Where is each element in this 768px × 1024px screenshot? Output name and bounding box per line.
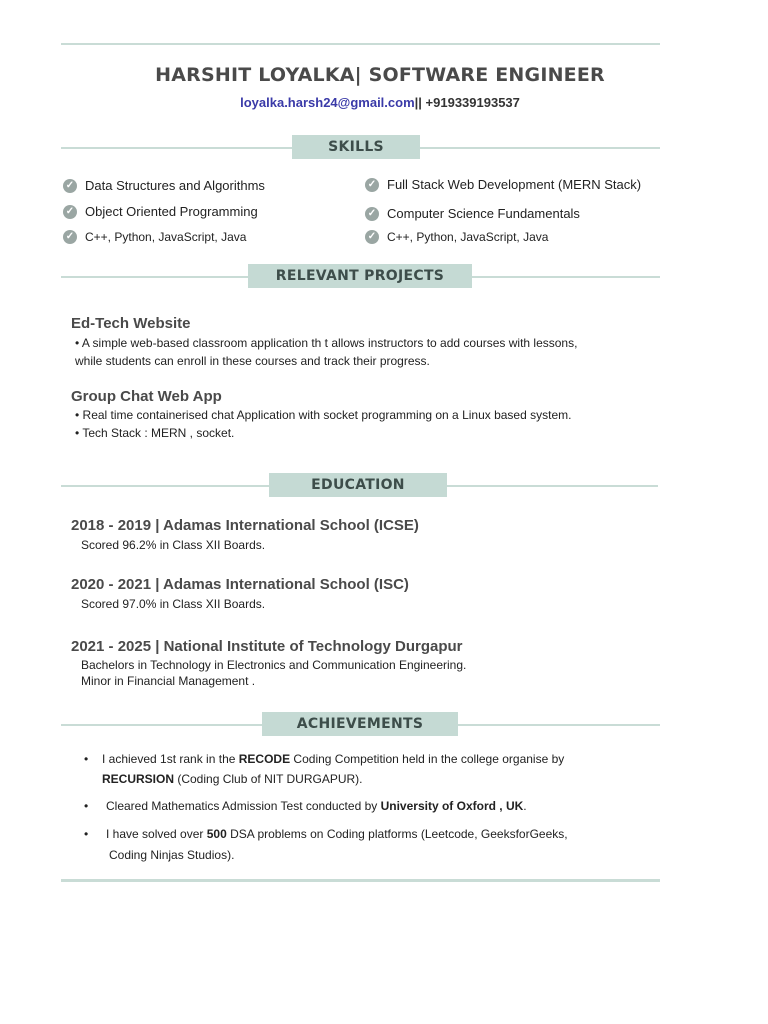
achievement-line: RECURSION (Coding Club of NIT DURGAPUR). — [102, 772, 363, 786]
check-icon: ✓ — [365, 178, 379, 192]
achievement-line: Cleared Mathematics Admission Test conducted by University of Oxford , UK. — [106, 799, 527, 813]
phone-number: +919339193537 — [425, 95, 520, 110]
bullet-icon: • — [84, 827, 89, 841]
education-title: 2021 - 2025 | National Institute of Technology Durgapur — [71, 638, 463, 655]
project-title: Group Chat Web App — [71, 388, 222, 405]
education-title: 2020 - 2021 | Adamas International School (ISC) — [71, 576, 409, 593]
skill-item: ✓ Full Stack Web Development (MERN Stack) — [365, 177, 641, 192]
skill-item: ✓ Computer Science Fundamentals — [365, 206, 580, 221]
project-line: • A simple web-based classroom application th t allows instructors to add courses with lessons, — [75, 336, 578, 350]
project-title: Ed-Tech Website — [71, 315, 191, 332]
skill-item: ✓ Data Structures and Algorithms — [63, 178, 265, 193]
section-education: EDUCATION — [269, 473, 447, 497]
check-icon: ✓ — [63, 179, 77, 193]
section-projects: RELEVANT PROJECTS — [248, 264, 472, 288]
project-line: while students can enroll in these courses and track their progress. — [75, 354, 430, 368]
skill-item: ✓ C++, Python, JavaScript, Java — [365, 230, 548, 244]
bottom-rule — [61, 879, 660, 882]
education-title: 2018 - 2019 | Adamas International School (ICSE) — [71, 517, 419, 534]
email-link[interactable]: loyalka.harsh24@gmail.com — [240, 95, 415, 110]
contact-separator: || — [414, 95, 426, 110]
education-line: Bachelors in Technology in Electronics and Communication Engineering. — [81, 658, 467, 672]
education-line: Scored 96.2% in Class XII Boards. — [81, 538, 266, 552]
top-rule — [61, 43, 660, 45]
education-line: Scored 97.0% in Class XII Boards. — [81, 597, 266, 611]
education-line: Minor in Financial Management . — [81, 674, 256, 688]
check-icon: ✓ — [63, 230, 77, 244]
check-icon: ✓ — [365, 207, 379, 221]
section-achievements: ACHIEVEMENTS — [262, 712, 458, 736]
skill-item: ✓ C++, Python, JavaScript, Java — [63, 230, 246, 244]
name-title: HARSHIT LOYALKA| SOFTWARE ENGINEER — [155, 64, 605, 86]
project-line: • Tech Stack : MERN , socket. — [75, 426, 235, 440]
check-icon: ✓ — [63, 205, 77, 219]
bullet-icon: • — [84, 752, 89, 766]
bullet-icon: • — [84, 799, 89, 813]
achievement-line: Coding Ninjas Studios). — [109, 848, 235, 862]
skill-item: ✓ Object Oriented Programming — [63, 204, 258, 219]
contact-line — [0, 95, 760, 110]
check-icon: ✓ — [365, 230, 379, 244]
section-skills: SKILLS — [292, 135, 420, 159]
project-line: • Real time containerised chat Application with socket programming on a Linux based system. — [75, 408, 572, 422]
achievement-line: I achieved 1st rank in the RECODE Coding Competition held in the college organise by — [102, 752, 565, 766]
achievement-line: I have solved over 500 DSA problems on Coding platforms (Leetcode, GeeksforGeeks, — [106, 827, 568, 841]
